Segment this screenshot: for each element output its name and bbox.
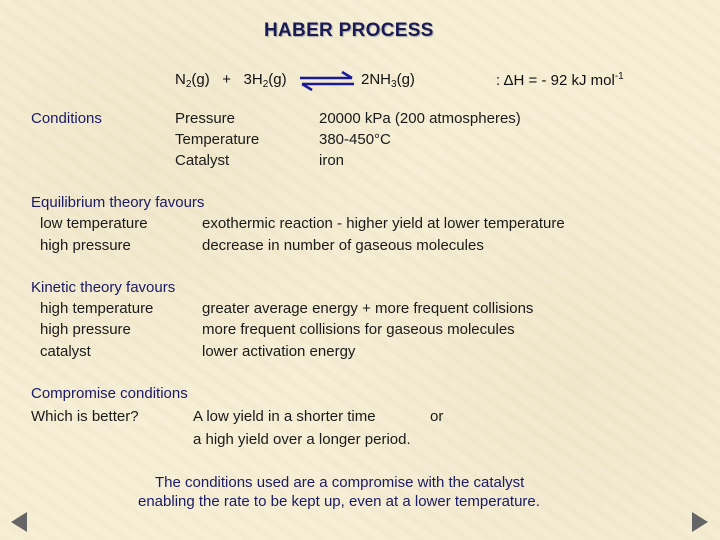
page-title: HABER PROCESS xyxy=(264,20,434,41)
n2-state: (g) xyxy=(191,71,210,88)
nh3-subscript: 3 xyxy=(391,79,397,90)
compromise-question: Which is better? xyxy=(31,408,139,425)
condition-name-temperature: Temperature xyxy=(175,131,260,148)
conclusion-line-2: enabling the rate to be kept up, even at a lower temperature. xyxy=(138,493,540,510)
condition-value-catalyst: iron xyxy=(319,152,345,169)
kinetic-reason: lower activation energy xyxy=(202,343,356,360)
equilibrium-factor: low temperature xyxy=(40,215,148,232)
kinetic-reason: greater average energy + more frequent collisions xyxy=(202,300,534,317)
conditions-label: Conditions xyxy=(31,110,102,127)
delta-h-symbol: ΔH xyxy=(503,72,525,89)
condition-value-temperature: 380-450°C xyxy=(319,131,391,148)
condition-value-pressure: 20000 kPa (200 atmospheres) xyxy=(319,110,521,127)
triangle-right-icon[interactable] xyxy=(692,512,708,532)
n2-formula: N xyxy=(175,71,186,88)
equilibrium-heading: Equilibrium theory favours xyxy=(31,194,205,211)
equilibrium-arrow-icon xyxy=(298,70,356,92)
nh3-formula: 2NH xyxy=(361,71,392,88)
nh3-state: (g) xyxy=(396,71,415,88)
enthalpy-value: = - 92 kJ mol xyxy=(524,72,615,89)
equation-product xyxy=(361,71,415,90)
equilibrium-factor: high pressure xyxy=(40,237,131,254)
compromise-option-b: a high yield over a longer period. xyxy=(193,431,411,448)
kinetic-factor: catalyst xyxy=(40,343,91,360)
compromise-option-a: A low yield in a shorter time xyxy=(193,408,376,425)
compromise-heading: Compromise conditions xyxy=(31,385,188,402)
kinetic-reason: more frequent collisions for gaseous molecules xyxy=(202,321,515,338)
h2-state: (g) xyxy=(268,71,287,88)
condition-name-pressure: Pressure xyxy=(175,110,236,127)
kinetic-factor: high pressure xyxy=(40,321,131,338)
plus-sign: + xyxy=(222,71,232,88)
equation-reactants xyxy=(175,71,287,90)
h2-subscript: 2 xyxy=(262,79,269,90)
compromise-or: or xyxy=(430,408,444,425)
enthalpy-change xyxy=(496,71,624,89)
equilibrium-reason: decrease in number of gaseous molecules xyxy=(202,237,484,254)
equilibrium-reason: exothermic reaction - higher yield at lower temperature xyxy=(202,215,565,232)
enthalpy-prefix: : xyxy=(496,72,504,89)
condition-name-catalyst: Catalyst xyxy=(175,152,230,169)
kinetic-factor: high temperature xyxy=(40,300,154,317)
kinetic-heading: Kinetic theory favours xyxy=(31,279,176,296)
conclusion-line-1: The conditions used are a compromise with the catalyst xyxy=(155,474,525,491)
triangle-left-icon[interactable] xyxy=(11,512,27,532)
n2-subscript: 2 xyxy=(185,79,192,90)
enthalpy-unit-exponent: -1 xyxy=(614,71,624,82)
h2-formula: 3H xyxy=(243,71,263,88)
